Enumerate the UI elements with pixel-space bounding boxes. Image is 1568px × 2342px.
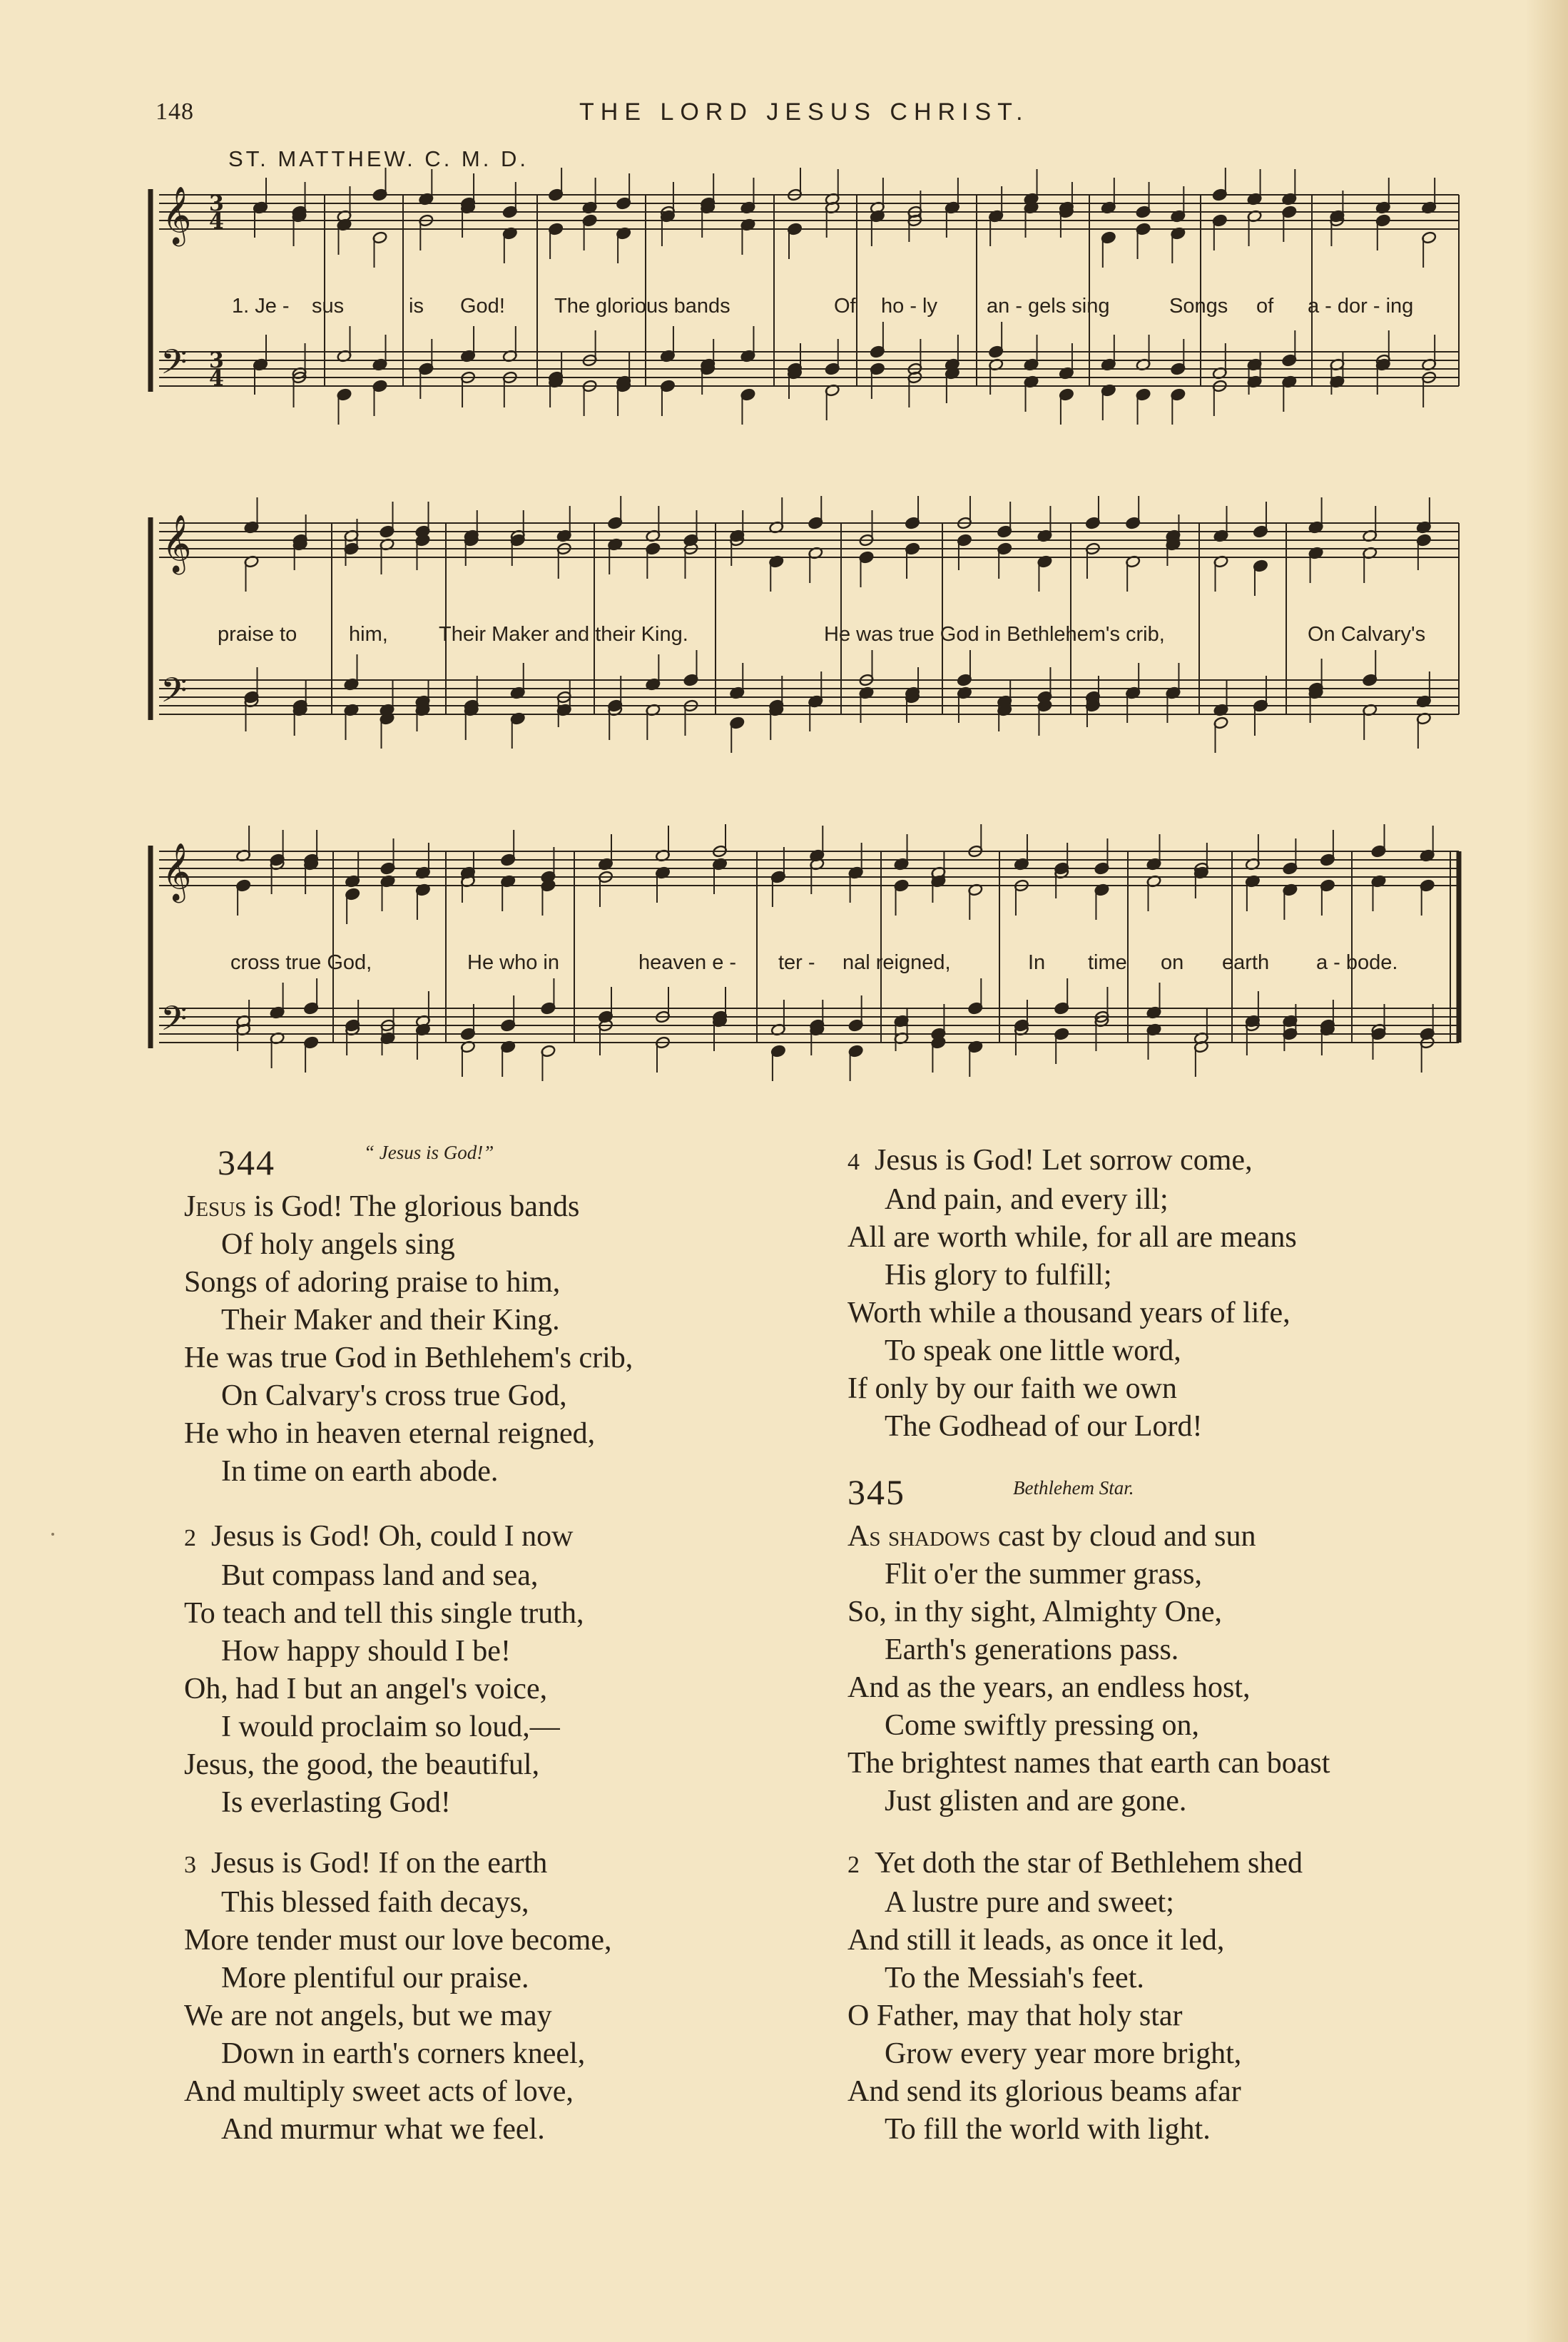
verse-line: If only by our faith we own	[847, 1372, 1177, 1405]
lyric-syllable: praise to	[218, 623, 297, 646]
hymn-345-subtitle: Bethlehem Star.	[1013, 1477, 1134, 1499]
lyric-syllable: him,	[349, 623, 388, 646]
music-system-3	[146, 824, 1466, 1138]
hymn-344-subtitle: “ Jesus is God!”	[364, 1142, 494, 1163]
verse-line: To teach and tell this single truth,	[184, 1597, 584, 1630]
verse-line: As shadows cast by cloud and sun	[847, 1520, 1256, 1553]
hymn-345-stanza-2	[847, 1845, 1303, 2149]
verse-line: To speak one little word,	[885, 1334, 1181, 1367]
score-staves	[146, 168, 1466, 482]
bass-clef-icon: 𝄢	[161, 998, 188, 1047]
time-signature-top: 3	[209, 191, 224, 216]
lyric-syllable: a - dor - ing	[1308, 295, 1414, 318]
music-system-1	[146, 168, 1466, 482]
hymn-344-stanza-4	[847, 1142, 1297, 1446]
verse-line: Oh, had I but an angel's voice,	[184, 1673, 548, 1705]
verse-line: On Calvary's cross true God,	[221, 1379, 567, 1412]
verse-line: His glory to fulfill;	[885, 1259, 1112, 1292]
lyric-syllable: nal reigned,	[842, 951, 951, 974]
verse-line: 3 Jesus is God! If on the earth	[184, 1847, 548, 1880]
verse-line: And multiply sweet acts of love,	[184, 2075, 574, 2108]
lyric-syllable: heaven e -	[638, 951, 737, 974]
lyrics-line-3	[146, 951, 1466, 980]
verse-line: Jesus, the good, the beautiful,	[184, 1748, 540, 1781]
lyric-syllable: cross true God,	[230, 951, 372, 974]
bass-staff	[159, 352, 1459, 386]
time-signature-top: 3	[209, 348, 224, 373]
lyric-syllable: He was true God in Bethlehem's crib,	[824, 623, 1165, 646]
verse-line: And still it leads, as once it led,	[847, 1924, 1225, 1957]
verse-line: Jesus is God! The glorious bands	[184, 1190, 580, 1223]
lyric-syllable: of	[1256, 295, 1274, 318]
verse-line: O Father, may that holy star	[847, 1999, 1183, 2032]
stanza-number: 2	[847, 1852, 860, 1878]
tune-title: ST. MATTHEW. C. M. D.	[228, 146, 529, 171]
hymn-344-stanza-2	[184, 1518, 584, 1822]
verse-line: He was true God in Bethlehem's crib,	[184, 1342, 633, 1374]
verse-line: More plentiful our praise.	[221, 1962, 529, 1994]
running-title: THE LORD JESUS CHRIST.	[579, 98, 1029, 126]
hymn-344-stanza-3	[184, 1845, 611, 2149]
score-staves	[146, 824, 1466, 1138]
lyric-syllable: an - gels sing	[987, 295, 1110, 318]
stanza-number: 4	[847, 1149, 860, 1175]
lyrics-line-1	[146, 295, 1466, 323]
lyric-syllable: Their Maker and their King.	[439, 623, 688, 646]
verse-line: Down in earth's corners kneel,	[221, 2037, 586, 2070]
lyric-syllable: ter -	[778, 951, 815, 974]
verse-line: Is everlasting God!	[221, 1786, 451, 1819]
verse-line: Earth's generations pass.	[885, 1633, 1179, 1666]
time-signature-bottom: 4	[209, 209, 224, 234]
time-signature-bottom: 4	[209, 366, 224, 391]
verse-line: He who in heaven eternal reigned,	[184, 1417, 596, 1450]
treble-clef-icon: 𝄞	[162, 514, 192, 572]
verse-line: In time on earth abode.	[221, 1455, 499, 1488]
verse-line: All are worth while, for all are means	[847, 1221, 1297, 1254]
verse-line: But compass land and sea,	[221, 1559, 539, 1592]
lyric-syllable: time	[1088, 951, 1127, 974]
verse-line: We are not angels, but we may	[184, 1999, 552, 2032]
lyric-syllable: Songs	[1169, 295, 1228, 318]
bass-clef-icon: 𝄢	[161, 670, 188, 719]
treble-clef-icon: 𝄞	[162, 186, 192, 244]
verse-line: Grow every year more bright,	[885, 2037, 1242, 2070]
verse-line: This blessed faith decays,	[221, 1886, 529, 1919]
treble-clef-icon: 𝄞	[162, 842, 192, 901]
lyric-syllable: In	[1028, 951, 1046, 974]
verse-line: Flit o'er the summer grass,	[885, 1558, 1202, 1591]
verse-line: The Godhead of our Lord!	[885, 1410, 1203, 1443]
verse-line: 4 Jesus is God! Let sorrow come,	[847, 1144, 1253, 1177]
verse-line: And murmur what we feel.	[221, 2113, 545, 2146]
lyric-syllable: The glorious bands	[554, 295, 730, 318]
verse-line: And pain, and every ill;	[885, 1183, 1169, 1216]
verse-line: To fill the world with light.	[885, 2113, 1211, 2146]
stanza-number: 2	[184, 1525, 196, 1551]
lyric-syllable: on	[1161, 951, 1184, 974]
page-edge-shading	[1525, 0, 1568, 2342]
verse-line: How happy should I be!	[221, 1635, 511, 1668]
hymn-344-stanza-1	[184, 1188, 633, 1491]
verse-line: Worth while a thousand years of life,	[847, 1297, 1290, 1329]
verse-line: The brightest names that earth can boast	[847, 1747, 1330, 1780]
hymn-number-344: 344	[218, 1142, 275, 1182]
lyric-syllable: sus	[312, 295, 345, 318]
lyric-syllable: ho - ly	[881, 295, 937, 318]
bass-clef-icon: 𝄢	[161, 342, 188, 390]
verse-line: Of holy angels sing	[221, 1228, 455, 1261]
lyric-syllable: Of	[834, 295, 856, 318]
lyrics-line-2	[146, 623, 1466, 652]
verse-line: To the Messiah's feet.	[885, 1962, 1144, 1994]
lyric-syllable: God!	[460, 295, 505, 318]
lyric-syllable: is	[409, 295, 424, 318]
page-header	[0, 98, 1568, 134]
verse-line: And send its glorious beams afar	[847, 2075, 1241, 2108]
score-staves	[146, 496, 1466, 810]
lyric-syllable: On Calvary's	[1308, 623, 1426, 646]
lead-capitals: As shadows	[847, 1520, 991, 1553]
verse-line: Come swiftly pressing on,	[885, 1709, 1199, 1742]
lyric-syllable: He who in	[467, 951, 559, 974]
stanza-number: 3	[184, 1852, 196, 1878]
verse-line: 2 Yet doth the star of Bethlehem shed	[847, 1847, 1303, 1880]
verse-line: Their Maker and their King.	[221, 1304, 560, 1337]
music-system-2	[146, 496, 1466, 810]
verse-line: Songs of adoring praise to him,	[184, 1266, 561, 1299]
hymn-number-345: 345	[847, 1472, 905, 1512]
verse-line: 2 Jesus is God! Oh, could I now	[184, 1520, 574, 1553]
treble-staff	[159, 195, 1459, 229]
lyric-syllable: earth	[1222, 951, 1270, 974]
lead-capitals: Jesus	[184, 1190, 247, 1223]
verse-line: More tender must our love become,	[184, 1924, 612, 1957]
lyric-syllable: 1. Je -	[232, 295, 290, 318]
verse-line: So, in thy sight, Almighty One,	[847, 1596, 1223, 1628]
verse-line: Just glisten and are gone.	[885, 1785, 1187, 1818]
paper-speck	[51, 1533, 54, 1536]
hymn-345-stanza-1	[847, 1518, 1330, 1820]
verse-line: I would proclaim so loud,—	[221, 1710, 560, 1743]
verse-line: A lustre pure and sweet;	[885, 1886, 1174, 1919]
page-number: 148	[156, 98, 194, 125]
verse-line: And as the years, an endless host,	[847, 1671, 1251, 1704]
lyric-syllable: a - bode.	[1316, 951, 1398, 974]
